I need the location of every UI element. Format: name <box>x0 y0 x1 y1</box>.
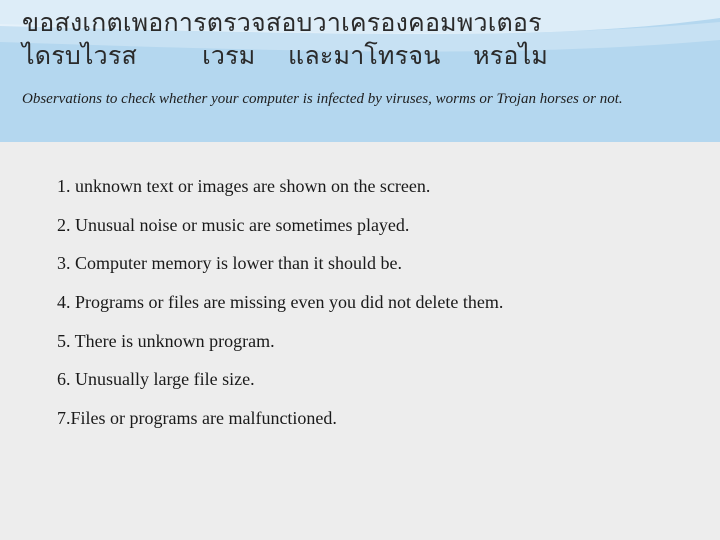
list-item: 2. Unusual noise or music are sometimes played. <box>57 214 410 235</box>
title-line-2: ไดรบไวรส เวรม และมาโทรจน หรอไม <box>22 41 549 70</box>
list-item: 6. Unusually large file size. <box>57 369 255 390</box>
slide-subtitle: Observations to check whether your computer is infected by viruses, worms or Trojan horses or not. <box>22 91 623 107</box>
list-item: 7.Files or programs are malfunctioned. <box>57 408 337 429</box>
list-item: 5. There is unknown program. <box>57 330 275 351</box>
list-item: 3. Computer memory is lower than it should be. <box>57 253 402 274</box>
observations-list <box>57 170 503 441</box>
list-item: 4. Programs or files are missing even you did not delete them. <box>57 292 504 313</box>
list-item: 1. unknown text or images are shown on the screen. <box>57 176 431 196</box>
title-line-1: ขอสงเกตเพอการตรวจสอบวาเครองคอมพวเตอร <box>22 8 542 37</box>
slide-title <box>22 6 712 72</box>
